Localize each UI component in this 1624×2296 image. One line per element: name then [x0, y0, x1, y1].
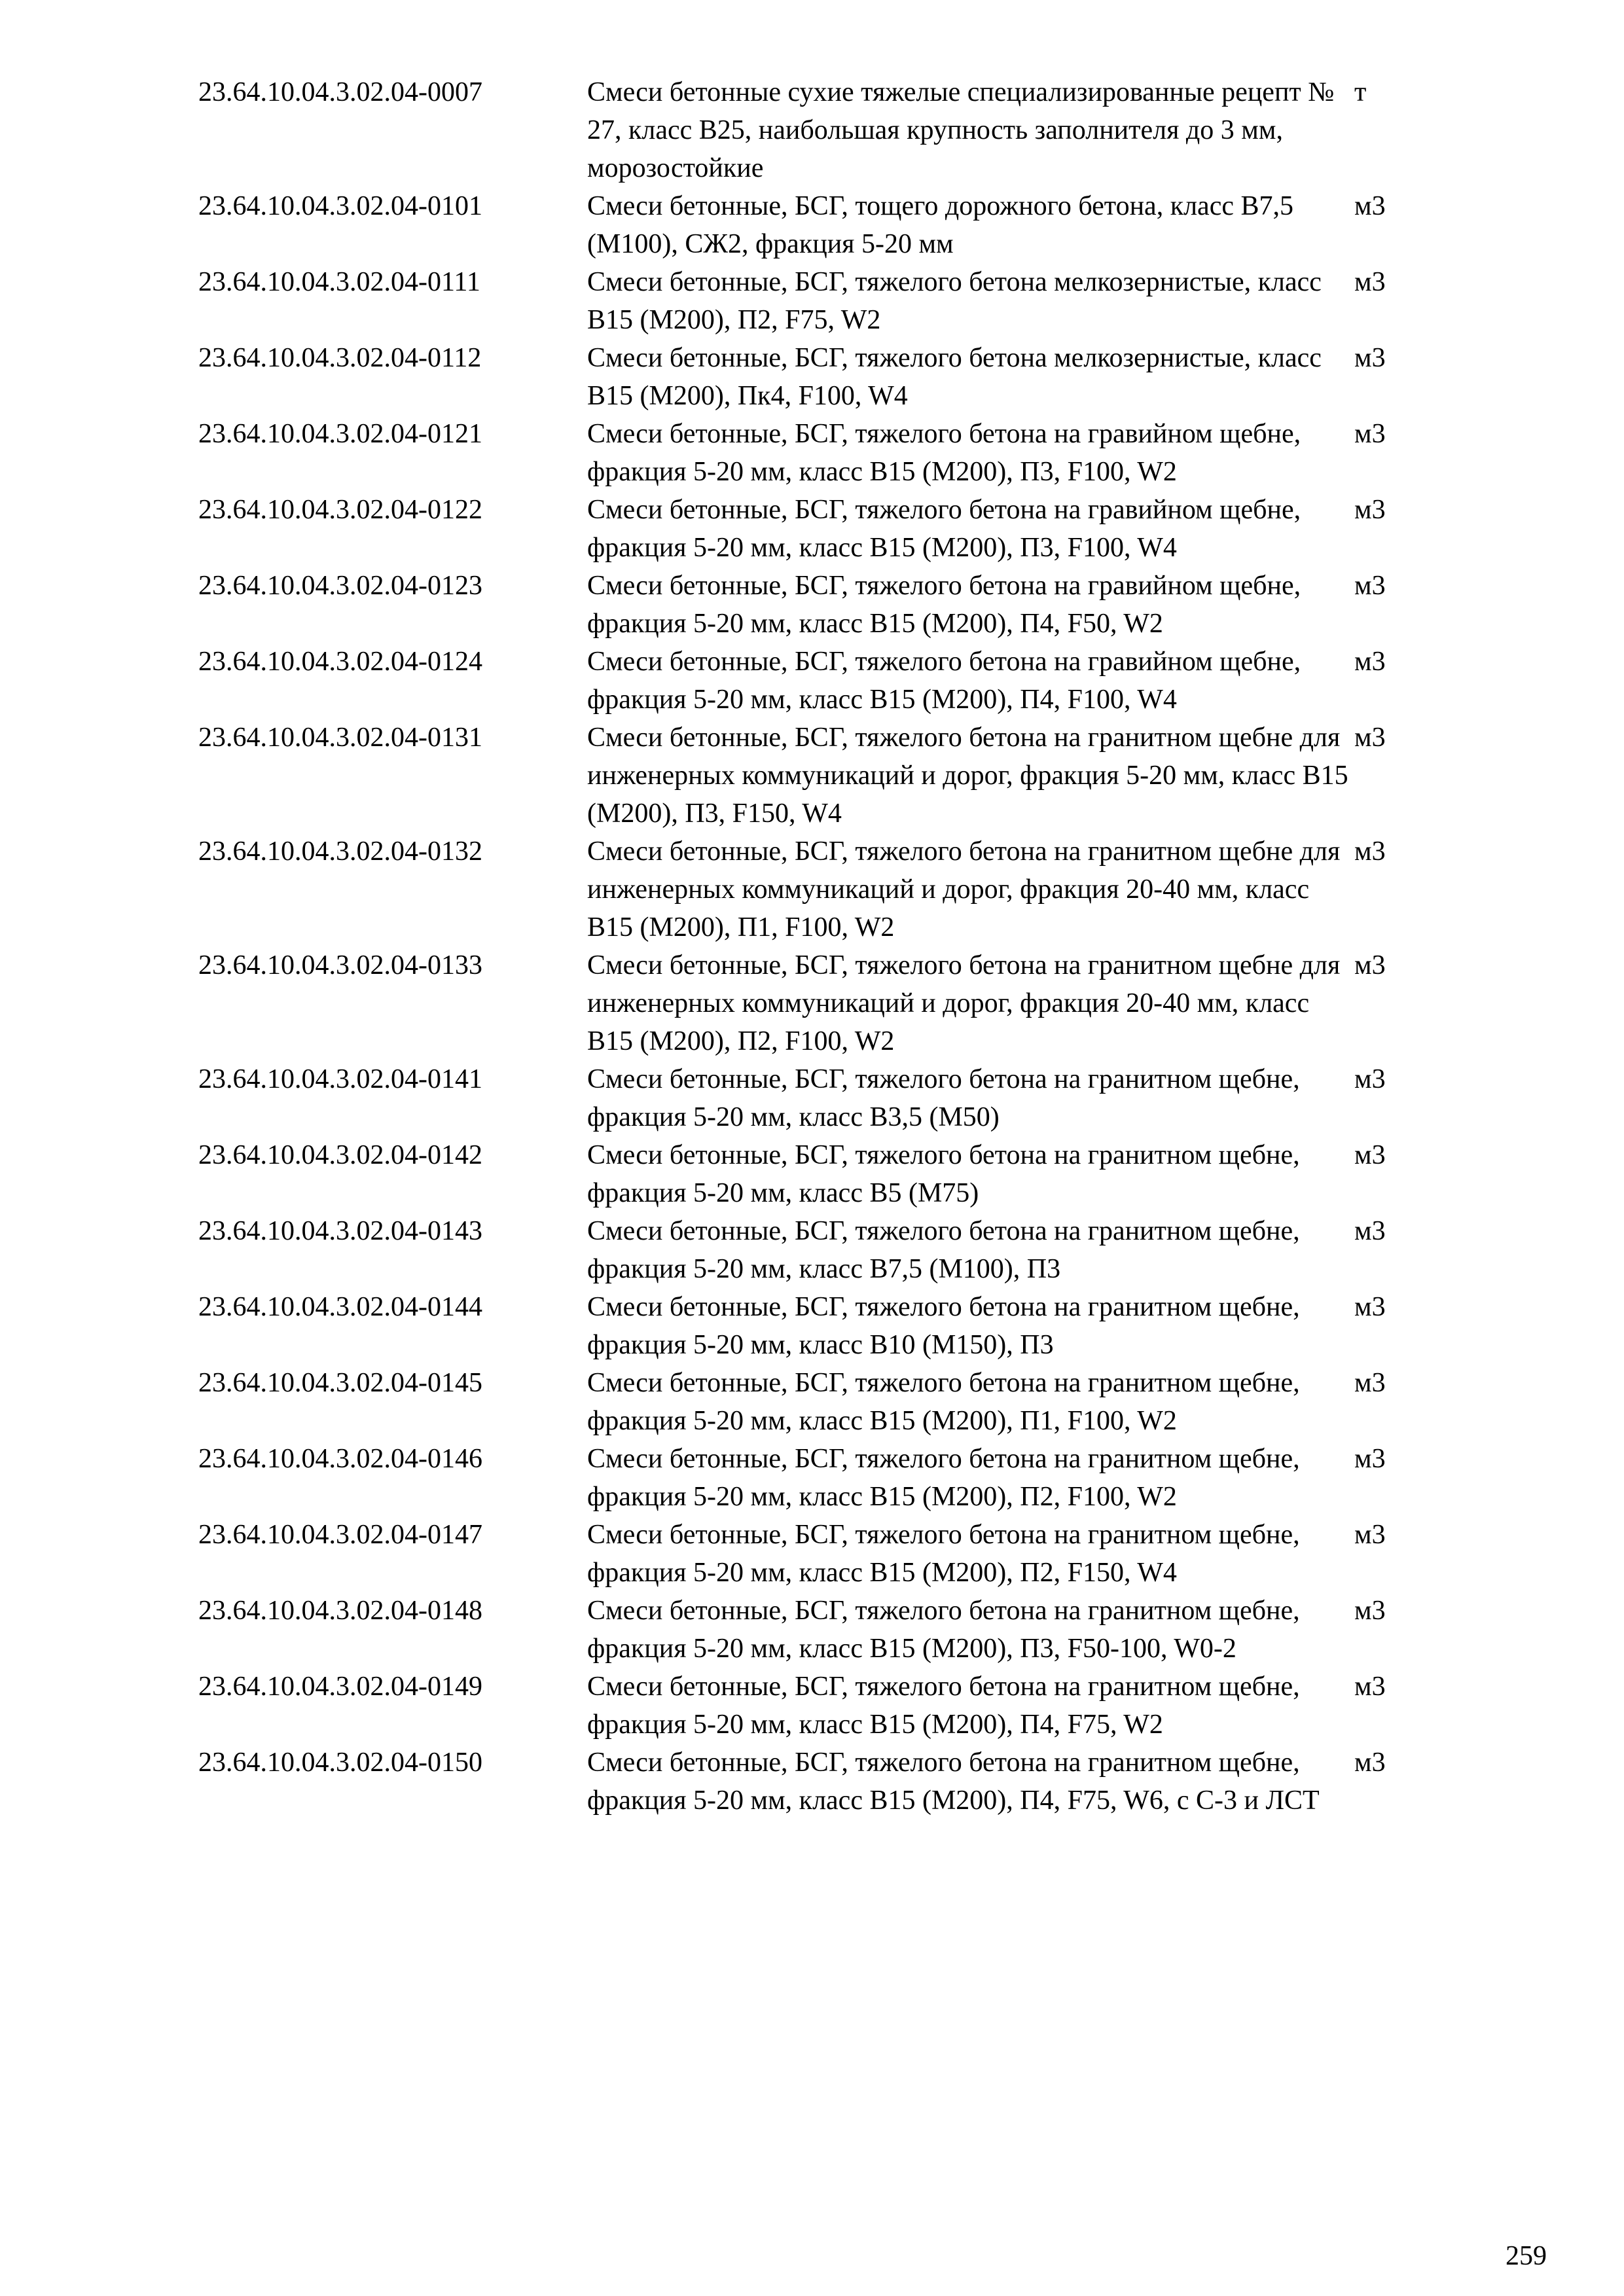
unit-of-measure: м3	[1354, 495, 1386, 525]
table-row	[198, 1288, 1429, 1364]
resource-description: Смеси бетонные, БСГ, тяжелого бетона на гранитном щебне для инженерных коммуникаций и дорог, фракция 5-20 мм, класс В15 (М200), П3, F150, W4	[587, 723, 1348, 829]
resource-description: Смеси бетонные, БСГ, тяжелого бетона на гранитном щебне, фракция 5-20 мм, класс В10 (М150), П3	[587, 1292, 1300, 1360]
resource-description: Смеси бетонные, БСГ, тяжелого бетона на гранитном щебне, фракция 5-20 мм, класс В7,5 (М100), П3	[587, 1216, 1300, 1284]
unit-of-measure: м3	[1354, 419, 1386, 449]
materials-table	[198, 73, 1429, 1820]
resource-code: 23.64.10.04.3.02.04-0101	[198, 191, 482, 221]
table-row	[198, 187, 1429, 263]
resource-description: Смеси бетонные сухие тяжелые специализированные рецепт № 27, класс В25, наибольшая крупность заполнителя до 3 мм, морозостойкие	[587, 77, 1335, 183]
table-row	[198, 415, 1429, 491]
resource-description: Смеси бетонные, БСГ, тяжелого бетона на гранитном щебне, фракция 5-20 мм, класс В15 (М200), П1, F100, W2	[587, 1368, 1300, 1436]
table-row	[198, 1212, 1429, 1288]
table-row	[198, 263, 1429, 339]
table-row	[198, 567, 1429, 643]
unit-of-measure: м3	[1354, 723, 1386, 753]
resource-code: 23.64.10.04.3.02.04-0132	[198, 836, 482, 867]
resource-code: 23.64.10.04.3.02.04-0141	[198, 1064, 482, 1094]
unit-of-measure: м3	[1354, 1292, 1386, 1322]
resource-code: 23.64.10.04.3.02.04-0147	[198, 1520, 482, 1550]
resource-code: 23.64.10.04.3.02.04-0131	[198, 723, 482, 753]
resource-description: Смеси бетонные, БСГ, тяжелого бетона на гранитном щебне, фракция 5-20 мм, класс В5 (М75)	[587, 1140, 1300, 1208]
table-row	[198, 643, 1429, 719]
resource-code: 23.64.10.04.3.02.04-0007	[198, 77, 482, 107]
resource-code: 23.64.10.04.3.02.04-0121	[198, 419, 482, 449]
resource-code: 23.64.10.04.3.02.04-0143	[198, 1216, 482, 1246]
resource-description: Смеси бетонные, БСГ, тяжелого бетона на гранитном щебне, фракция 5-20 мм, класс В15 (М200), П2, F100, W2	[587, 1444, 1300, 1512]
unit-of-measure: м3	[1354, 1064, 1386, 1094]
resource-code: 23.64.10.04.3.02.04-0146	[198, 1444, 482, 1474]
resource-description: Смеси бетонные, БСГ, тяжелого бетона на гранитном щебне, фракция 5-20 мм, класс В15 (М200), П4, F75, W6, с С-3 и ЛСТ	[587, 1748, 1320, 1816]
table-row	[198, 1668, 1429, 1744]
resource-code: 23.64.10.04.3.02.04-0122	[198, 495, 482, 525]
resource-description: Смеси бетонные, БСГ, тяжелого бетона на гранитном щебне, фракция 5-20 мм, класс В3,5 (М50)	[587, 1064, 1300, 1132]
resource-code: 23.64.10.04.3.02.04-0111	[198, 267, 480, 297]
unit-of-measure: м3	[1354, 647, 1386, 677]
unit-of-measure: м3	[1354, 1672, 1386, 1702]
resource-description: Смеси бетонные, БСГ, тяжелого бетона на гранитном щебне, фракция 5-20 мм, класс В15 (М200), П4, F75, W2	[587, 1672, 1300, 1740]
unit-of-measure: м3	[1354, 267, 1386, 297]
resource-description: Смеси бетонные, БСГ, тяжелого бетона на гравийном щебне, фракция 5-20 мм, класс В15 (М200), П3, F100, W2	[587, 419, 1301, 487]
unit-of-measure: м3	[1354, 1140, 1386, 1170]
resource-code: 23.64.10.04.3.02.04-0144	[198, 1292, 482, 1322]
table-row	[198, 1060, 1429, 1136]
resource-description: Смеси бетонные, БСГ, тяжелого бетона на гравийном щебне, фракция 5-20 мм, класс В15 (М200), П3, F100, W4	[587, 495, 1301, 563]
unit-of-measure: м3	[1354, 343, 1386, 373]
table-row	[198, 1364, 1429, 1440]
table-row	[198, 1516, 1429, 1592]
unit-of-measure: м3	[1354, 1368, 1386, 1398]
resource-description: Смеси бетонные, БСГ, тяжелого бетона мелкозернистые, класс В15 (М200), Пк4, F100, W4	[587, 343, 1322, 411]
unit-of-measure: м3	[1354, 836, 1386, 867]
table-row	[198, 491, 1429, 567]
resource-description: Смеси бетонные, БСГ, тяжелого бетона на гранитном щебне для инженерных коммуникаций и дорог, фракция 20-40 мм, класс В15 (М200), П1, F100, W2	[587, 836, 1341, 942]
resource-code: 23.64.10.04.3.02.04-0112	[198, 343, 482, 373]
table-row	[198, 1592, 1429, 1668]
resource-code: 23.64.10.04.3.02.04-0145	[198, 1368, 482, 1398]
resource-description: Смеси бетонные, БСГ, тяжелого бетона на гранитном щебне, фракция 5-20 мм, класс В15 (М200), П3, F50-100, W0-2	[587, 1596, 1300, 1664]
unit-of-measure: м3	[1354, 571, 1386, 601]
table-row	[198, 1440, 1429, 1516]
table-row	[198, 1136, 1429, 1212]
table-row	[198, 719, 1429, 833]
unit-of-measure: м3	[1354, 1748, 1386, 1778]
unit-of-measure: м3	[1354, 1520, 1386, 1550]
page-number: 259	[1506, 2241, 1547, 2271]
resource-code: 23.64.10.04.3.02.04-0148	[198, 1596, 482, 1626]
resource-code: 23.64.10.04.3.02.04-0124	[198, 647, 482, 677]
resource-code: 23.64.10.04.3.02.04-0123	[198, 571, 482, 601]
materials-table-body	[198, 73, 1429, 1820]
unit-of-measure: м3	[1354, 191, 1386, 221]
resource-code: 23.64.10.04.3.02.04-0133	[198, 950, 482, 980]
resource-description: Смеси бетонные, БСГ, тяжелого бетона на гравийном щебне, фракция 5-20 мм, класс В15 (М200), П4, F100, W4	[587, 647, 1301, 715]
table-row	[198, 946, 1429, 1060]
resource-description: Смеси бетонные, БСГ, тяжелого бетона на гранитном щебне, фракция 5-20 мм, класс В15 (М200), П2, F150, W4	[587, 1520, 1300, 1588]
resource-description: Смеси бетонные, БСГ, тяжелого бетона на гранитном щебне для инженерных коммуникаций и дорог, фракция 20-40 мм, класс В15 (М200), П2, F100, W2	[587, 950, 1341, 1056]
resource-code: 23.64.10.04.3.02.04-0150	[198, 1748, 482, 1778]
resource-description: Смеси бетонные, БСГ, тяжелого бетона мелкозернистые, класс В15 (М200), П2, F75, W2	[587, 267, 1322, 335]
table-row	[198, 339, 1429, 415]
unit-of-measure: м3	[1354, 1444, 1386, 1474]
resource-code: 23.64.10.04.3.02.04-0149	[198, 1672, 482, 1702]
unit-of-measure: т	[1354, 77, 1367, 107]
unit-of-measure: м3	[1354, 1216, 1386, 1246]
table-row	[198, 73, 1429, 187]
resource-description: Смеси бетонные, БСГ, тяжелого бетона на гравийном щебне, фракция 5-20 мм, класс В15 (М200), П4, F50, W2	[587, 571, 1301, 639]
table-row	[198, 833, 1429, 946]
resource-code: 23.64.10.04.3.02.04-0142	[198, 1140, 482, 1170]
table-row	[198, 1744, 1429, 1820]
unit-of-measure: м3	[1354, 950, 1386, 980]
resource-description: Смеси бетонные, БСГ, тощего дорожного бетона, класс В7,5 (М100), СЖ2, фракция 5-20 мм	[587, 191, 1293, 259]
unit-of-measure: м3	[1354, 1596, 1386, 1626]
